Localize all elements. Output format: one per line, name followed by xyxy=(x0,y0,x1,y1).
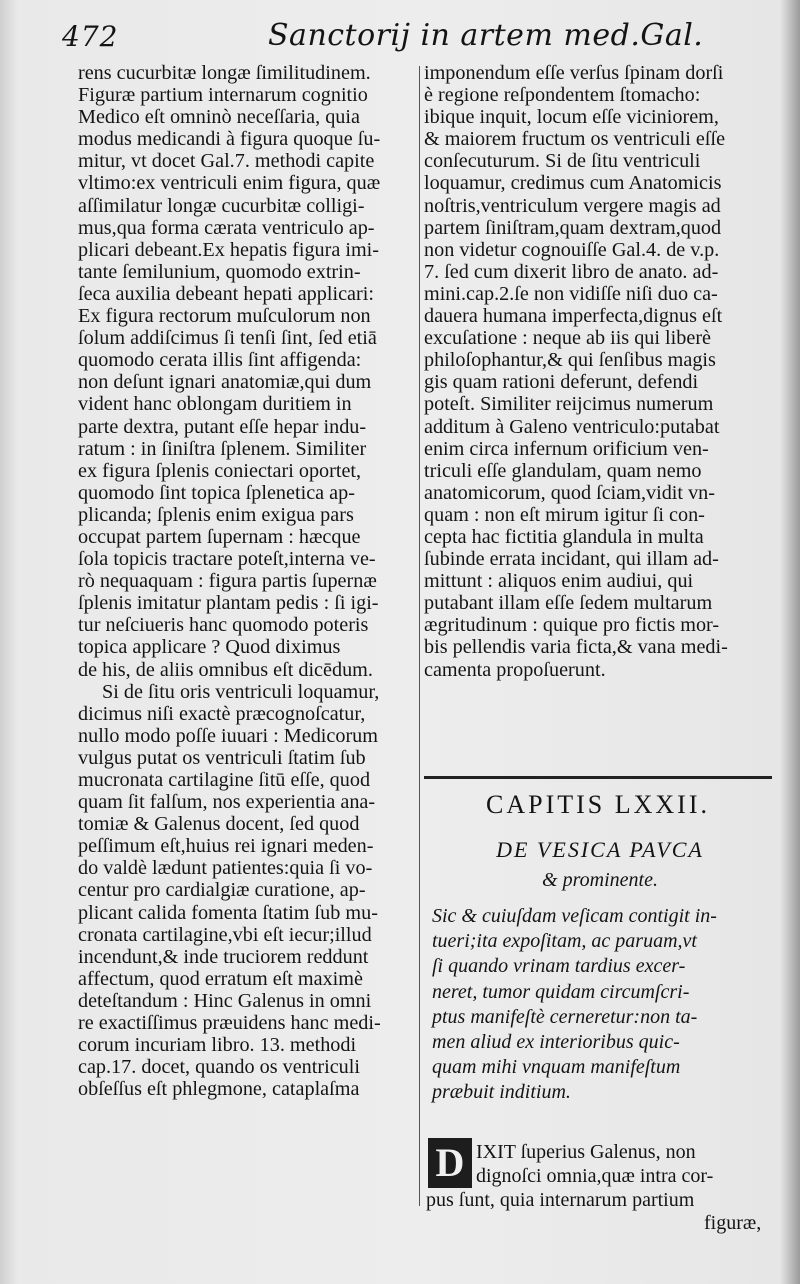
text-line: plicant calida fomenta ſtatim ſub mu- xyxy=(78,901,378,924)
text-line: vulgus putat os ventriculi ſtatim ſub xyxy=(78,746,366,769)
text-line: camenta propoſuerunt. xyxy=(424,658,606,681)
text-line: non videtur cognouiſſe Gal.4. de v.p. xyxy=(424,238,720,261)
chapter-continuation-text xyxy=(426,1188,776,1210)
text-line: do valdè lædunt patientes:quia ſi vo- xyxy=(78,857,373,880)
text-line: poteſt. Similiter reijcimus numerum xyxy=(424,393,714,416)
text-line: peſſimum eſt,huius rei ignari meden- xyxy=(78,835,374,858)
right-column xyxy=(424,62,774,681)
text-line: Ex figura rectorum muſculorum non xyxy=(78,305,371,328)
text-line: mitur, vt docet Gal.7. methodi capite xyxy=(78,150,375,173)
text-line: dauera humana imperfecta,dignus eſt xyxy=(424,305,723,328)
text-line: noſtris,ventriculum vergere magis ad xyxy=(424,194,721,217)
text-line: deteſtandum : Hinc Galenus in omni xyxy=(78,989,372,1012)
text-line: ratum : in ſiniſtra ſplenem. Similiter xyxy=(78,437,367,460)
text-line: ſeca auxilia debeant hepati applicari: xyxy=(78,282,374,305)
text-line: ægritudinum : quique pro fictis mor- xyxy=(424,614,720,637)
summary-line: tueri;ita expoſitam, ac paruam,vt xyxy=(432,930,697,953)
text-line: ſubinde errata incidant, qui illam ad- xyxy=(424,548,719,571)
text-line: tomiæ & Galenus docent, ſed quod xyxy=(78,813,360,836)
summary-line: præbuit inditium. xyxy=(432,1081,571,1104)
text-line: quomodo ſint topica ſplenetica ap- xyxy=(78,481,355,504)
text-line: loquamur, credimus cum Anatomicis xyxy=(424,172,722,195)
text-line: modus medicandi à figura quoque ſu- xyxy=(78,128,381,151)
running-head: Sanctorij in artem med.Gal. xyxy=(268,18,704,53)
text-line: additum à Galeno ventriculo:putabat xyxy=(424,415,720,438)
text-line: tur neſciueris hanc quomodo poteris xyxy=(78,614,369,637)
summary-line: ptus manifeſtè cerneretur:non ta- xyxy=(432,1005,698,1028)
text-line: gis quam rationi deferunt, defendi xyxy=(424,371,699,394)
chapter-rule xyxy=(424,776,772,779)
text-line: cap.17. docet, quando os ventriculi xyxy=(78,1056,360,1079)
text-line: parte dextra, putant eſſe hepar indu- xyxy=(78,415,367,438)
text-line: plicanda; ſplenis enim exigua pars xyxy=(78,503,354,526)
text-line: quomodo cerata illis ſint affigenda: xyxy=(78,349,362,372)
text-line: IXIT ſuperius Galenus, non xyxy=(476,1141,696,1163)
chapter-opening-text xyxy=(476,1140,776,1188)
text-line: re exactiſſimus præuidens hanc medi- xyxy=(78,1012,381,1035)
text-line: vltimo:ex ventriculi enim figura, quæ xyxy=(78,172,381,195)
summary-line: neret, tumor quidam circumſcri- xyxy=(432,980,690,1003)
text-line: ſolum addiſcimus ſi tenſi ſint, ſed etiā xyxy=(78,327,377,350)
catchword: figuræ, xyxy=(704,1212,762,1234)
text-line: aſſimilatur longæ cucurbitæ colligi- xyxy=(78,194,365,217)
text-line: excuſatione : neque ab iis qui liberè xyxy=(424,327,712,350)
text-line: mittunt : aliquos enim audiui, qui xyxy=(424,570,694,593)
chapter-subtitle-line-2: & prominente. xyxy=(542,869,658,891)
text-line: anatomicorum, quod ſciam,vidit vn- xyxy=(424,481,715,504)
text-line: topica applicare ? Quod diximus xyxy=(78,636,341,659)
text-line: Si de ſitu oris ventriculi loquamur, xyxy=(102,680,380,703)
summary-line: Sic & cuiuſdam veſicam contigit in- xyxy=(432,905,717,927)
summary-line: quam mihi vnquam manifeſtum xyxy=(432,1056,681,1079)
text-line: occupat partem ſupernam : hæcque xyxy=(78,525,361,548)
text-line: affectum, quod erratum eſt maximè xyxy=(78,967,363,990)
page-number: 472 xyxy=(62,20,119,53)
text-line: mucronata cartilagine ſitū eſſe, quod xyxy=(78,769,371,791)
text-line: dicimus niſi exactè præcognoſcatur, xyxy=(78,702,366,725)
text-line: non deſunt ignari anatomiæ,qui dum xyxy=(78,371,372,394)
text-line: imponendum eſſe verſus ſpinam dorſi xyxy=(424,62,724,84)
text-line: cronata cartilagine,vbi eſt iecur;illud xyxy=(78,923,372,946)
text-line: plicari debeant.Ex hepatis figura imi- xyxy=(78,238,380,261)
text-line: corum incuriam libro. 13. methodi xyxy=(78,1034,357,1057)
decorated-initial: D xyxy=(428,1138,472,1188)
text-line: ſplenis imitatur plantam pedis : ſi igi- xyxy=(78,592,379,615)
text-line: mini.cap.2.ſe non vidiſſe niſi duo ca- xyxy=(424,282,718,305)
text-line: obſeſſus eſt phlegmone, cataplaſma xyxy=(78,1078,360,1101)
text-line: Figuræ partium internarum cognitio xyxy=(78,84,368,107)
text-line: rò nequaquam : figura partis ſupernæ xyxy=(78,570,377,593)
text-line: vident hanc oblongam duritiem in xyxy=(78,393,352,416)
chapter-title: CAPITIS LXXII. xyxy=(486,790,710,819)
text-line: 7. ſed cum dixerit libro de anato. ad- xyxy=(424,260,719,283)
text-line: quam ſit falſum, nos experientia ana- xyxy=(78,791,376,814)
text-line: triculi eſſe glandulam, quam nemo xyxy=(424,459,702,482)
column-divider xyxy=(419,66,420,1206)
text-line: pus ſunt, quia internarum partium xyxy=(426,1189,695,1211)
text-line: quam : non eſt mirum igitur ſi con- xyxy=(424,503,705,526)
text-line: incendunt,& inde truciorem reddunt xyxy=(78,945,369,968)
left-column xyxy=(78,62,418,1100)
text-line: dignoſci omnia,quæ intra cor- xyxy=(476,1165,714,1187)
chapter-summary xyxy=(432,904,772,1106)
text-line: centur pro cardialgiæ curatione, ap- xyxy=(78,879,366,902)
summary-line: ſi quando vrinam tardius excer- xyxy=(432,955,686,978)
text-line: & maiorem fructum os ventriculi eſſe xyxy=(424,128,726,151)
text-line: philoſophantur,& qui ſenſibus magis xyxy=(424,349,716,372)
text-line: partem ſiniſtram,quam dextram,quod xyxy=(424,216,722,239)
text-line: putabant illam eſſe ſedem multarum xyxy=(424,592,713,615)
text-line: cepta hac fictitia glandula in multa xyxy=(424,525,704,548)
text-line: è regione reſpondentem ſtomacho: xyxy=(424,84,701,107)
text-line: conſecuturum. Si de ſitu ventriculi xyxy=(424,150,701,173)
text-line: ibique inquit, locum eſſe viciniorem, xyxy=(424,106,719,129)
text-line: mus,qua forma cærata ventriculo ap- xyxy=(78,216,375,239)
text-line: rens cucurbitæ longæ ſimilitudinem. xyxy=(78,62,371,84)
chapter-subtitle xyxy=(430,835,770,895)
text-line: tante ſemilunium, quomodo extrin- xyxy=(78,260,361,283)
text-line: ſola topicis tractare poteſt,interna ve- xyxy=(78,548,376,571)
text-line: enim circa infernum orificium ven- xyxy=(424,437,709,460)
text-line: de his, de aliis omnibus eſt dicēdum. xyxy=(78,658,373,681)
summary-line: men aliud ex interioribus quic- xyxy=(432,1030,680,1053)
text-line: nullo modo poſſe iuuari : Medicorum xyxy=(78,724,378,747)
chapter-subtitle-line-1: DE VESICA PAVCA xyxy=(496,837,704,862)
text-line: ex figura ſplenis coniectari oportet, xyxy=(78,459,362,482)
text-line: Medico eſt omninò neceſſaria, quia xyxy=(78,106,360,129)
text-line: bis pellendis varia ficta,& vana medi- xyxy=(424,636,728,659)
